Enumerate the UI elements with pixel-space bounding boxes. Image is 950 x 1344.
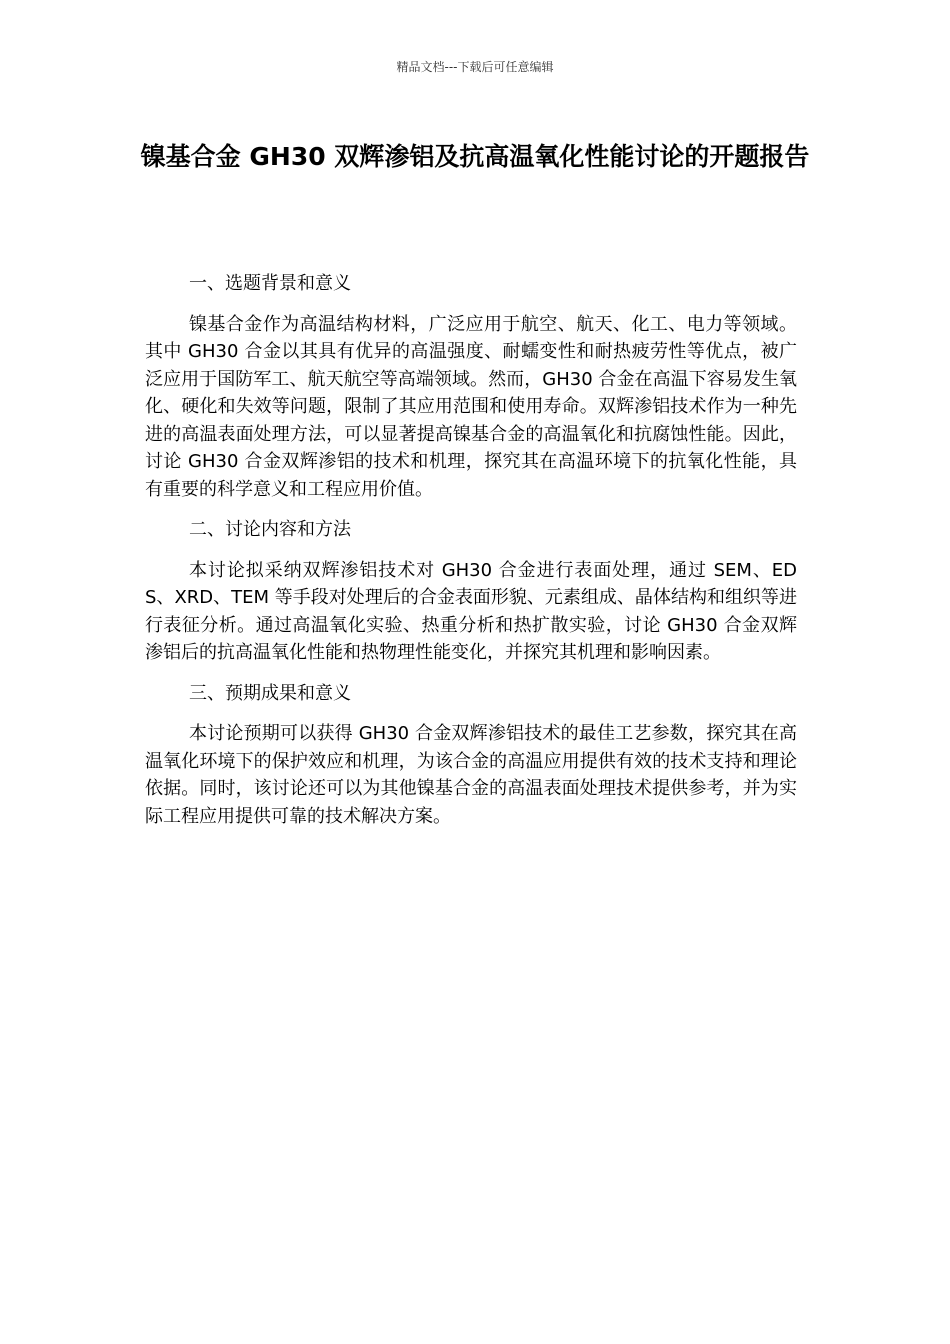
section-heading-outcomes: 三、预期成果和意义: [189, 682, 351, 704]
document-body: [145, 270, 797, 830]
section-heading-methods: 二、讨论内容和方法: [189, 519, 351, 540]
document-title: 镍基合金 GH30 双辉渗铝及抗高温氧化性能讨论的开题报告: [140, 142, 810, 171]
section-paragraph-background: 镍基合金作为高温结构材料，广泛应用于航空、航天、化工、电力等领域。其中 GH30 合金以其具有优异的高温强度、耐蠕变性和耐热疲劳性等优点，被广泛应用于国防军工、航天航空等高端领域。然而，GH30 合金在高温下容易发生氧化、硬化和失效等问题，限制了其应用范围和使用寿命。双辉渗铝技术作为一种先进的高温表面处理方法，可以显著提高镍基合金的高温氧化和抗腐蚀性能。因此，讨论 GH30 合金双辉渗铝的技术和机理，探究其在高温环境下的抗氧化性能，具有重要的科学意义和工程应用价值。: [145, 313, 797, 500]
section-paragraph-methods: 本讨论拟采纳双辉渗铝技术对 GH30 合金进行表面处理，通过 SEM、EDS、XRD、TEM 等手段对处理后的合金表面形貌、元素组成、晶体结构和组织等进行表征分析。通过高温氧化实验、热重分析和热扩散实验，讨论 GH30 合金双辉渗铝后的抗高温氧化性能和热物理性能变化，并探究其机理和影响因素。: [145, 559, 797, 663]
section-heading-background: 一、选题背景和意义: [189, 273, 351, 294]
header-note: 精品文档---下载后可任意编辑: [396, 60, 554, 74]
section-paragraph-outcomes: 本讨论预期可以获得 GH30 合金双辉渗铝技术的最佳工艺参数，探究其在高温氧化环境下的保护效应和机理，为该合金的高温应用提供有效的技术支持和理论依据。同时，该讨论还可以为其他镍基合金的高温表面处理技术提供参考，并为实际工程应用提供可靠的技术解决方案。: [145, 723, 797, 827]
